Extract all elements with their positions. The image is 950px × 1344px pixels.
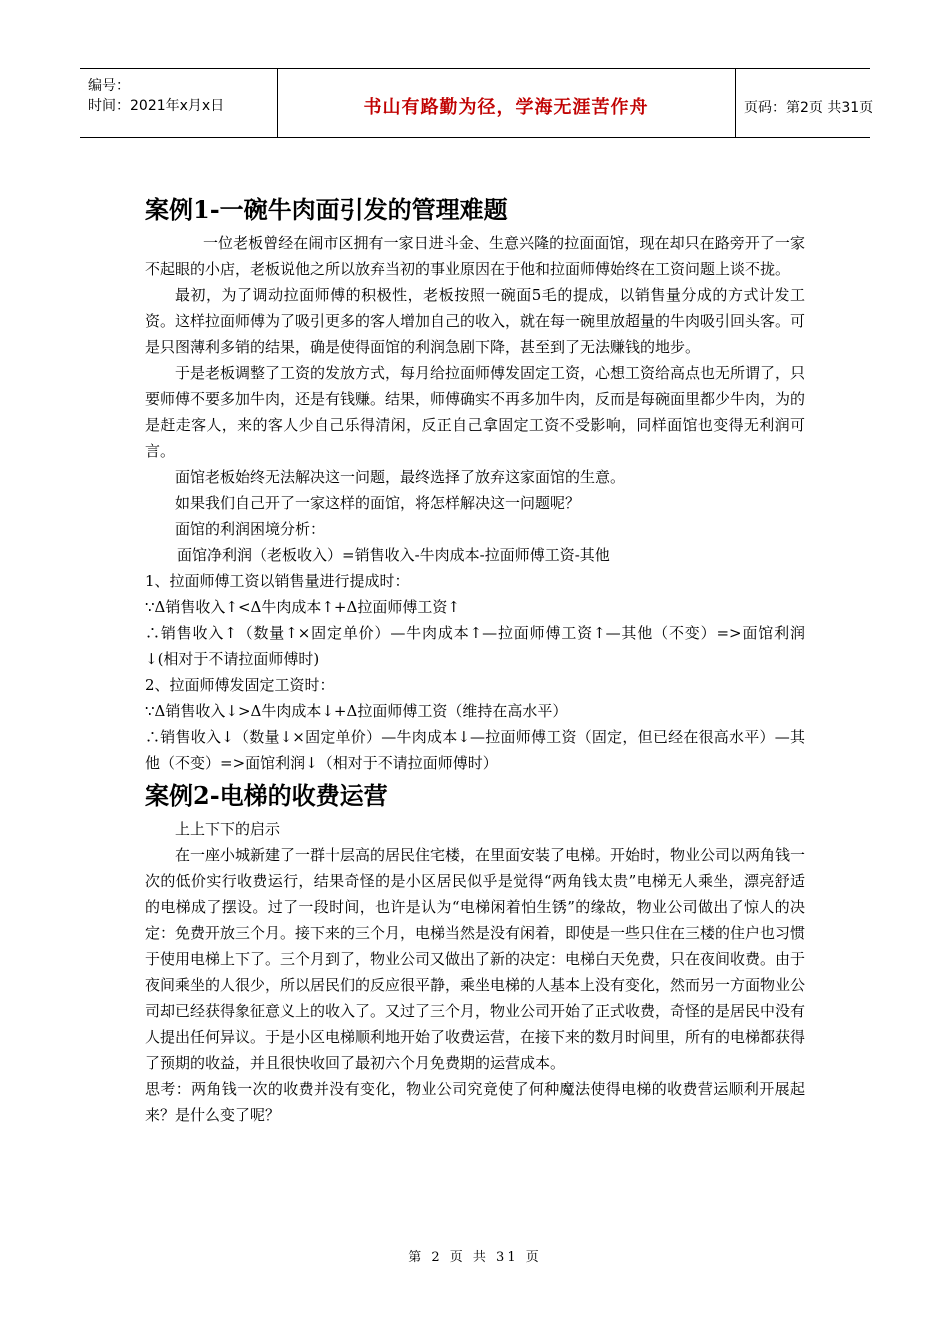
header-page-info: 页码：第2页 共31页 bbox=[744, 100, 874, 116]
case2-title: 案例2-电梯的收费运营 bbox=[145, 781, 388, 810]
case2-paragraph: 在一座小城新建了一群十层高的居民住宅楼，在里面安装了电梯。开始时，物业公司以两角钱一次的低价实行收费运行，结果奇怪的是小区居民似乎是觉得“两角钱太贵”电梯无人乘坐，漂亮舒适的电梯成了摆设。过了一段时间，也许是认为“电梯闲着怕生锈”的缘故，物业公司做出了惊人的决定：免费开放三个月。接下来的三个月，电梯当然是没有闲着，即使是一些只住在三楼的住户也习惯于使用电梯上下了。三个月到了，物业公司又做出了新的决定：电梯白天免费，只在夜间收费。由于夜间乘坐的人很少，所以居民们的反应很平静，乘坐电梯的人基本上没有变化，然而另一方面物业公司却已经获得象征意义上的收入了。又过了三个月，物业公司开始了正式收费，奇怪的是居民中没有人提出任何异议。于是小区电梯顺利地开始了收费运营，在接下来的数月时间里，所有的电梯都获得了预期的收益，并且很快收回了最初六个月免费期的运营成本。 bbox=[145, 846, 806, 1072]
analysis-line: ∴销售收入↑（数量↑×固定单价）—牛肉成本↑—拉面师傅工资↑—其他（不变）=>面馆利润↓(相对于不请拉面师傅时) bbox=[145, 624, 805, 668]
page-header bbox=[80, 68, 874, 138]
case1-paragraph: 一位老板曾经在闹市区拥有一家日进斗金、生意兴隆的拉面面馆，现在却只在路旁开了一家不起眼的小店，老板说他之所以放弃当初的事业原因在于他和拉面师傅始终在工资问题上谈不拢。 bbox=[145, 234, 805, 278]
case1-paragraph: 于是老板调整了工资的发放方式，每月给拉面师傅发固定工资，心想工资给高点也无所谓了，只要师傅不要多加牛肉，还是有钱赚。结果，师傅确实不再多加牛肉，反而是每碗面里都少牛肉，为的是赶走客人，来的客人少自己乐得清闲，反正自己拿固定工资不受影响，同样面馆也变得无利润可言。 bbox=[145, 364, 806, 460]
case1-paragraph: 面馆的利润困境分析： bbox=[175, 520, 326, 538]
profit-formula: 面馆净利润（老板收入）=销售收入-牛肉成本-拉面师傅工资-其他 bbox=[177, 546, 610, 564]
analysis-line: 1、拉面师傅工资以销售量进行提成时： bbox=[145, 572, 410, 590]
case2-subtitle: 上上下下的启示 bbox=[175, 820, 281, 838]
document-number-label: 编号： bbox=[88, 78, 130, 94]
analysis-line: ∵Δ销售收入↑<Δ牛肉成本↑+Δ拉面师傅工资↑ bbox=[145, 598, 460, 616]
header-meta-cell bbox=[80, 69, 278, 137]
case1-paragraph: 最初，为了调动拉面师傅的积极性，老板按照一碗面5毛的提成，以销售量分成的方式计发工资。这样拉面师傅为了吸引更多的客人增加自己的收入，就在每一碗里放超量的牛肉吸引回头客。可是只图薄利多销的结果，确是使得面馆的利润急剧下降，甚至到了无法赚钱的地步。 bbox=[145, 286, 806, 356]
case1-paragraph: 面馆老板始终无法解决这一问题，最终选择了放弃这家面馆的生意。 bbox=[175, 468, 626, 486]
page-footer: 第 2 页 共 31 页 bbox=[408, 1250, 542, 1265]
header-motto-cell bbox=[277, 69, 736, 137]
header-page-cell bbox=[735, 69, 874, 137]
analysis-line: ∴销售收入↓（数量↓×固定单价）—牛肉成本↓—拉面师傅工资（固定，但已经在很高水平）—其他（不变）=>面馆利润↓（相对于不请拉面师傅时） bbox=[145, 728, 805, 772]
analysis-line: ∵Δ销售收入↓>Δ牛肉成本↓+Δ拉面师傅工资（维持在高水平） bbox=[145, 702, 568, 720]
case1-title: 案例1-一碗牛肉面引发的管理难题 bbox=[145, 195, 508, 224]
document-time-label: 时间：2021年x月x日 bbox=[88, 98, 225, 114]
document-body bbox=[145, 190, 805, 1128]
case1-paragraph: 如果我们自己开了一家这样的面馆，将怎样解决这一问题呢？ bbox=[175, 494, 581, 512]
case2-question: 思考：两角钱一次的收费并没有变化，物业公司究竟使了何种魔法使得电梯的收费营运顺利开展起来？是什么变了呢？ bbox=[145, 1080, 805, 1124]
header-motto: 书山有路勤为径，学海无涯苦作舟 bbox=[363, 97, 649, 118]
analysis-line: 2、拉面师傅发固定工资时： bbox=[145, 676, 335, 694]
